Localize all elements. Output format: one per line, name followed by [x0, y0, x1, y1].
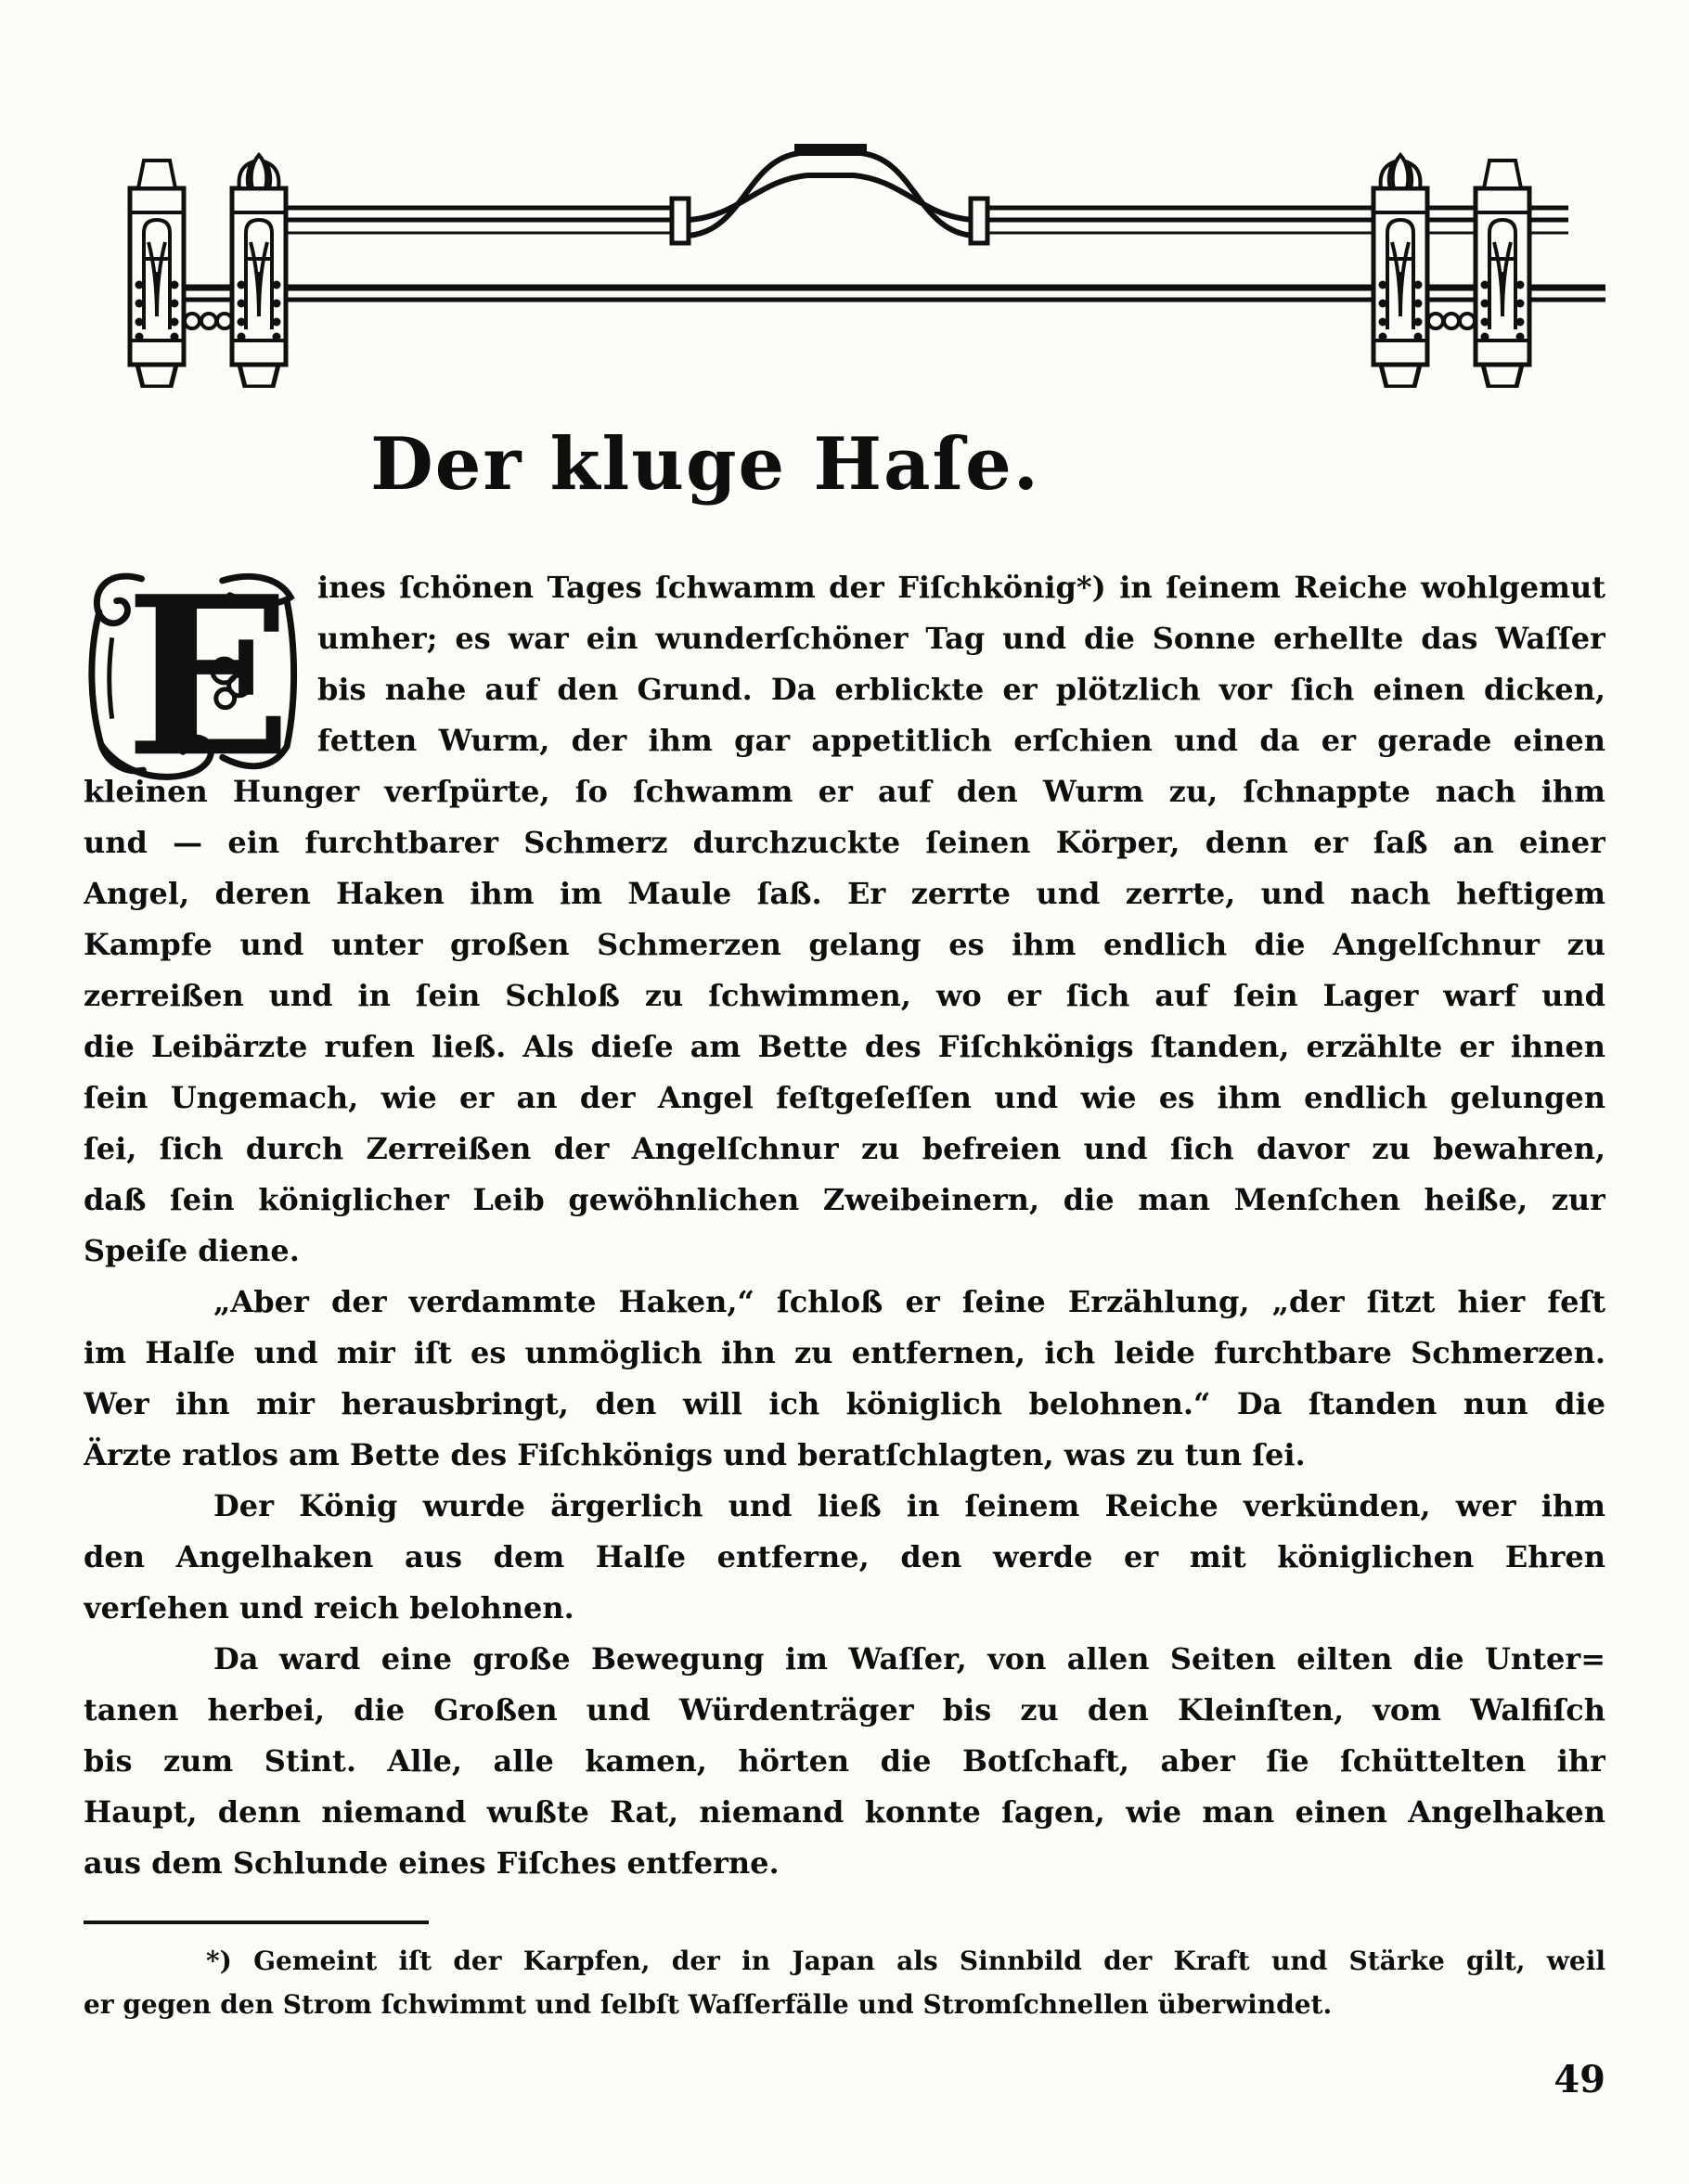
text-line: Kampfe und unter großen Schmerzen gelang es ihm endlich die Angelſchnur zu: [84, 927, 1605, 962]
story-body: [84, 562, 1605, 1889]
text-line: Haupt, denn niemand wußte Rat, niemand konnte ſagen, wie man einen Angelhaken: [84, 1794, 1605, 1830]
text-line: den Angelhaken aus dem Halſe entferne, den werde er mit königlichen Ehren: [84, 1539, 1605, 1574]
text-line: ines ſchönen Tages ſchwamm der Fiſchkönig*) in ſeinem Reiche wohlgemut: [317, 570, 1605, 605]
text-line: Speiſe diene.: [84, 1233, 300, 1268]
footnote-line: er gegen den Strom ſchwimmt und ſelbſt Waſſerfälle und Stromſchnellen überwindet.: [84, 1989, 1333, 2020]
drop-cap: [84, 564, 306, 785]
text-line: zerreißen und in ſein Schloß zu ſchwimmen, wo er ſich auf ſein Lager warf und: [84, 978, 1605, 1013]
text-line: Der König wurde ärgerlich und ließ in ſeinem Reiche verkünden, wer ihm: [213, 1488, 1605, 1523]
text-line: „Aber der verdammte Haken,“ ſchloß er ſeine Erzählung, „der ſitzt hier feſt: [213, 1284, 1605, 1319]
text-line: fetten Wurm, der ihm gar appetitlich erſchien und da er gerade einen: [317, 723, 1605, 758]
drop-cap-letter: E: [124, 564, 292, 785]
footnote-line: *) Gemeint iſt der Karpfen, der in Japan als Sinnbild der Kraft und Stärke gilt, weil: [206, 1946, 1605, 1976]
text-line: kleinen Hunger verſpürte, ſo ſchwamm er auf den Wurm zu, ſchnappte nach ihm: [84, 774, 1605, 809]
text-line: Da ward eine große Bewegung im Waſſer, von allen Seiten eilten die Unter=: [213, 1641, 1605, 1677]
footnote: [84, 1939, 1605, 2026]
text-line: und — ein furchtbarer Schmerz durchzuckte ſeinen Körper, denn er ſaß an einer: [84, 825, 1605, 860]
header-ornament: [84, 109, 1605, 388]
text-line: daß ſein königlicher Leib gewöhnlichen Zweibeinern, die man Menſchen heiße, zur: [84, 1182, 1605, 1217]
text-line: tanen herbei, die Großen und Würdenträger bis zu den Kleinſten, vom Walfiſch: [84, 1692, 1605, 1728]
text-line: umher; es war ein wunderſchöner Tag und die Sonne erhellte das Waſſer: [317, 621, 1605, 656]
text-line: die Leibärzte rufen ließ. Als dieſe am Bette des Fiſchkönigs ſtanden, erzählte er ihnen: [84, 1029, 1605, 1064]
text-line: im Halſe und mir iſt es unmöglich ihn zu entfernen, ich leide furchtbare Schmerzen.: [84, 1335, 1605, 1370]
text-line: aus dem Schlunde eines Fiſches entferne.: [84, 1845, 780, 1881]
text-line: ſein Ungemach, wie er an der Angel feſtgeſeſſen und wie es ihm endlich gelungen: [84, 1080, 1605, 1115]
text-line: Angel, deren Haken ihm im Maule ſaß. Er zerrte und zerrte, und nach heftigem: [84, 876, 1605, 911]
text-line: ſei, ſich durch Zerreißen der Angelſchnur zu befreien und ſich davor zu bewahren,: [84, 1131, 1605, 1166]
text-line: Ärzte ratlos am Bette des Fiſchkönigs und beratſchlagten, was zu tun ſei.: [84, 1437, 1306, 1472]
footnote-rule: [84, 1921, 429, 1924]
text-line: bis zum Stint. Alle, alle kamen, hörten die Botſchaft, aber ſie ſchüttelten ihr: [84, 1743, 1605, 1779]
text-line: verſehen und reich belohnen.: [84, 1590, 574, 1625]
page-title: Der kluge Haſe.: [370, 422, 1040, 507]
paragraph: [84, 562, 1605, 785]
page-number: 49: [1554, 2058, 1605, 2101]
text-line: Wer ihn mir herausbringt, den will ich königlich belohnen.“ Da ſtanden nun die: [84, 1386, 1605, 1421]
text-line: bis nahe auf den Grund. Da erblickte er plötzlich vor ſich einen dicken,: [317, 672, 1605, 707]
